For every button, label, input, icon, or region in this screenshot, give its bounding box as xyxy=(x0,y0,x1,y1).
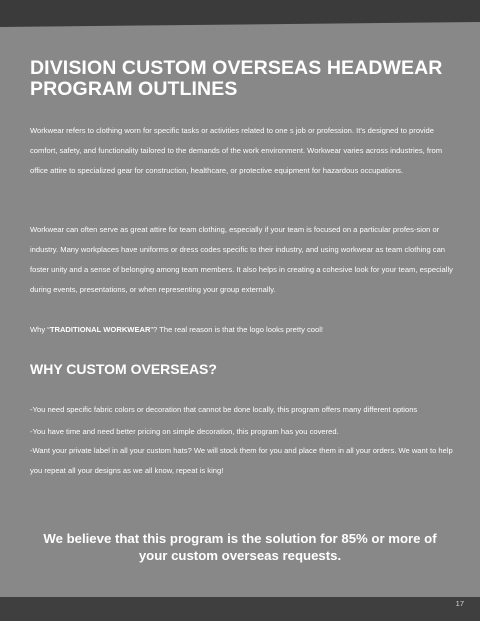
bullet-fabric-colors: -You need specific fabric colors or decoration that cannot be done locally, this program offers many different options xyxy=(30,405,418,414)
bullet-better-pricing: -You have time and need better pricing on simple decoration, this program has you covered. xyxy=(30,427,339,436)
section-heading: WHY CUSTOM OVERSEAS? xyxy=(30,361,217,377)
page-background xyxy=(0,22,480,597)
callout-statement: We believe that this program is the solution for 85% or more of your custom overseas requests. xyxy=(43,531,437,563)
page-title: DIVISION CUSTOM OVERSEAS HEADWEAR PROGRAM OUTLINES xyxy=(30,57,443,100)
bullet-private-label: -Want your private label in all your custom hats? We will stock them for you and place them in all your orders. We want to help you repeat all your designs as we all know, repeat is king! xyxy=(30,446,453,475)
page-number: 17 xyxy=(455,599,464,608)
workwear-definition-paragraph: Workwear refers to clothing worn for specific tasks or activities related to one s job or profession. It's designed to provide comfort, safety, and functionality tailored to the demands of the work environment. Workwear varies across industries, from office attire to specialized gear for construction, healthcare, or protective equipment for hazardous occupations. xyxy=(30,126,443,175)
team-clothing-paragraph: Workwear can often serve as great attire for team clothing, especially if your team is focused on a particular profes-sion or industry. Many workplaces have uniforms or dress codes specific to their industry, and using workwear as team clothing can foster unity and a sense of belonging among team members. It also helps in creating a cohesive look for your team, especially during events, presentations, or when representing your group externally. xyxy=(30,225,453,294)
paragraph-text-after: ”? The real reason is that the logo looks pretty cool! xyxy=(150,325,324,334)
paragraph-text-before: Why “ xyxy=(30,325,50,334)
traditional-workwear-emphasis: TRADITIONAL WORKWEAR xyxy=(49,325,151,334)
traditional-workwear-paragraph xyxy=(30,320,460,340)
bottom-border xyxy=(0,597,480,621)
